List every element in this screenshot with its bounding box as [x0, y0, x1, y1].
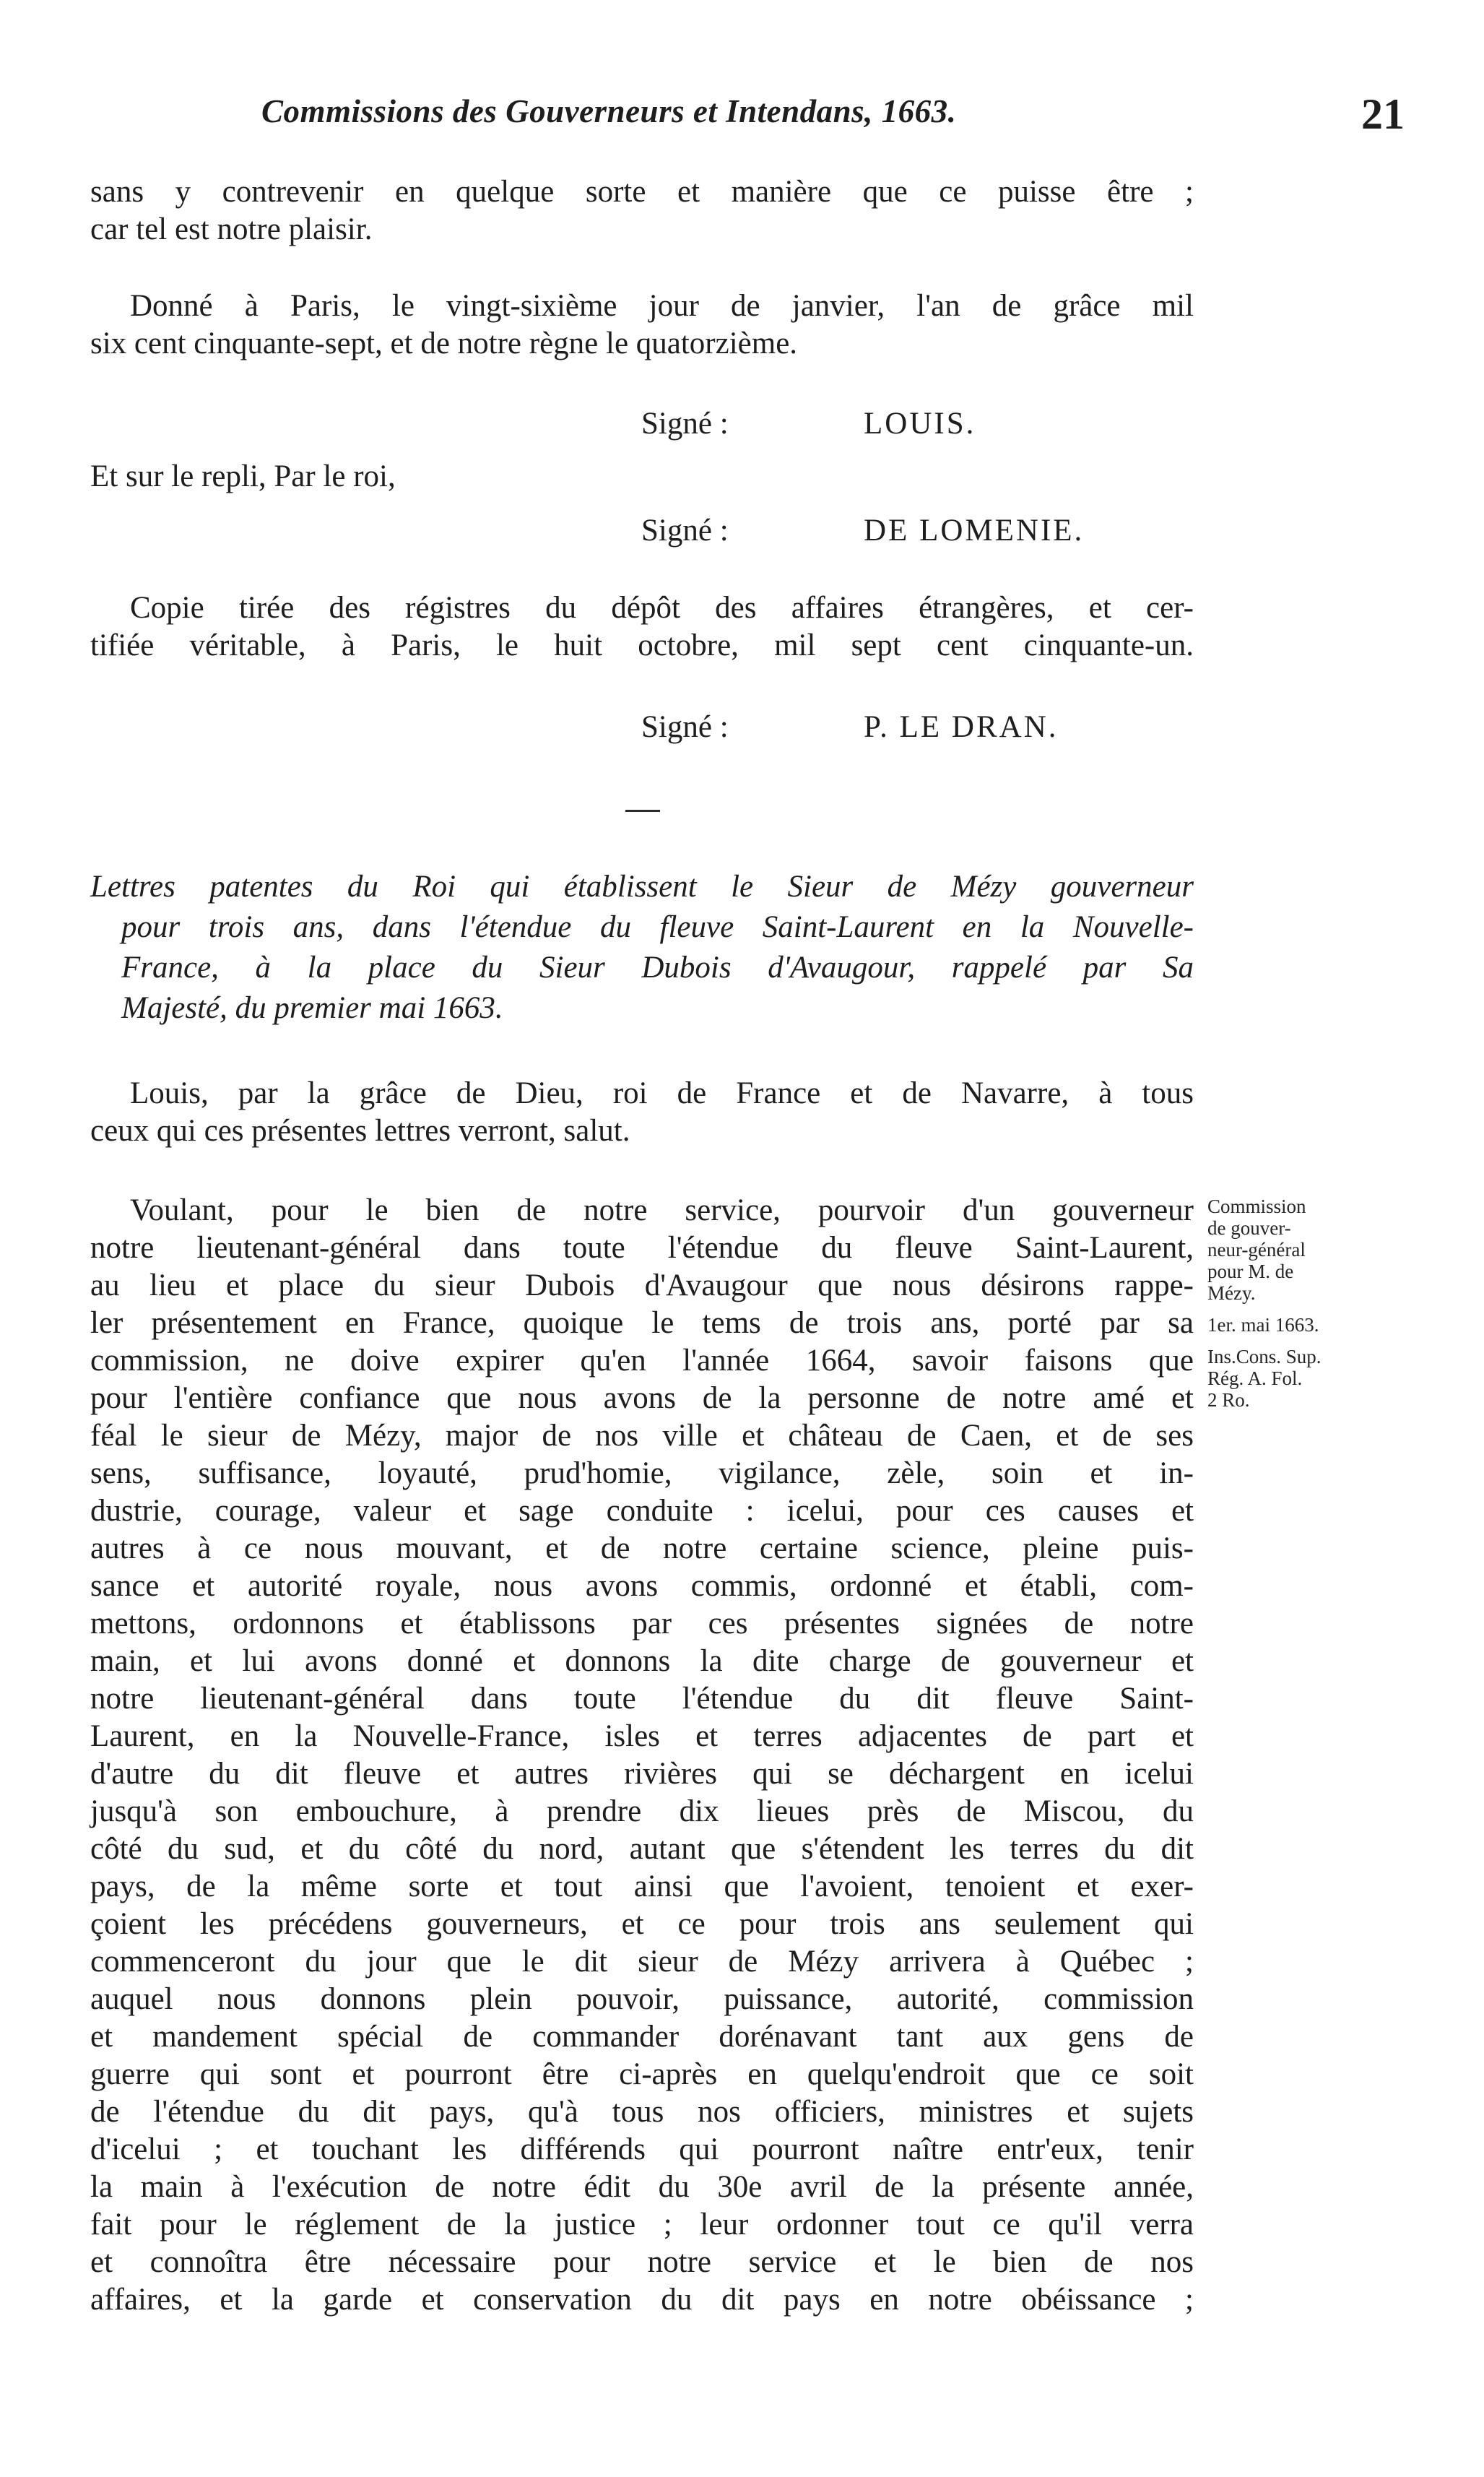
margin-note-line: Rég. A. Fol.	[1207, 1367, 1303, 1389]
margin-note-line: 2 Ro.	[1207, 1389, 1250, 1411]
margin-note-line: Commission	[1207, 1196, 1306, 1217]
body-line: guerre qui sont et pourront être ci-après en quelqu'endroit que ce soit	[90, 2057, 1194, 2091]
margin-note-line: Ins.Cons. Sup.	[1207, 1346, 1322, 1367]
body-line: la main à l'exécution de notre édit du 30e avril de la présente année,	[90, 2170, 1194, 2204]
signatory-secretary: DE LOMENIE.	[864, 514, 1085, 548]
body-line: sance et autorité royale, nous avons commis, ordonné et établi, com-	[90, 1569, 1194, 1603]
section-title-line: France, à la place du Sieur Dubois d'Avaugour, rappelé par Sa	[121, 951, 1194, 985]
body-line: commenceront du jour que le dit sieur de Mézy arrivera à Québec ;	[90, 1945, 1194, 1979]
body-line: de l'étendue du dit pays, qu'à tous nos officiers, ministres et sujets	[90, 2095, 1194, 2129]
body-line: d'autre du dit fleuve et autres rivières qui se déchargent en icelui	[90, 1757, 1194, 1791]
signed-label: Signé :	[641, 407, 729, 441]
body-line: çoient les précédens gouverneurs, et ce pour trois ans seulement qui	[90, 1907, 1194, 1941]
body-line: commission, ne doive expirer qu'en l'année 1664, savoir faisons que	[90, 1344, 1194, 1378]
signed-label: Signé :	[641, 514, 729, 548]
text-line: Donné à Paris, le vingt-sixième jour de janvier, l'an de grâce mil	[130, 289, 1194, 323]
body-line: jusqu'à son embouchure, à prendre dix lieues près de Miscou, du	[90, 1794, 1194, 1828]
body-line: notre lieutenant-général dans toute l'étendue du fleuve Saint-Laurent,	[90, 1231, 1194, 1265]
body-line: au lieu et place du sieur Dubois d'Avaugour que nous désirons rappe-	[90, 1268, 1194, 1302]
margin-note-line: de gouver-	[1207, 1217, 1291, 1239]
body-line: fait pour le réglement de la justice ; leur ordonner tout ce qu'il verra	[90, 2208, 1194, 2242]
salutation-line: Louis, par la grâce de Dieu, roi de France et de Navarre, à tous	[130, 1076, 1194, 1110]
section-title-line: Lettres patentes du Roi qui établissent le Sieur de Mézy gouverneur	[90, 870, 1194, 904]
body-line: et mandement spécial de commander dorénavant tant aux gens de	[90, 2020, 1194, 2054]
margin-note-line: Mézy.	[1207, 1282, 1256, 1304]
body-line: Laurent, en la Nouvelle-France, isles et terres adjacentes de part et	[90, 1719, 1194, 1753]
salutation-line: ceux qui ces présentes lettres verront, salut.	[90, 1114, 630, 1148]
text-line: sans y contrevenir en quelque sorte et manière que ce puisse être ;	[90, 175, 1194, 209]
section-divider	[625, 810, 660, 812]
copy-note-line: Copie tirée des régistres du dépôt des affaires étrangères, et cer-	[130, 591, 1194, 625]
body-line: ler présentement en France, quoique le tems de trois ans, porté par sa	[90, 1306, 1194, 1340]
margin-note-line: pour M. de	[1207, 1261, 1294, 1282]
body-line: d'icelui ; et touchant les différends qui pourront naître entr'eux, tenir	[90, 2132, 1194, 2166]
body-line: mettons, ordonnons et établissons par ces présentes signées de notre	[90, 1607, 1194, 1640]
copy-note-line: tifiée véritable, à Paris, le huit octobre, mil sept cent cinquante-un.	[90, 628, 1194, 662]
body-line: Voulant, pour le bien de notre service, pourvoir d'un gouverneur	[130, 1193, 1194, 1227]
signatory-certifier: P. LE DRAN.	[864, 710, 1059, 744]
text-line: six cent cinquante-sept, et de notre règne le quatorzième.	[90, 327, 798, 360]
section-title-line: Majesté, du premier mai 1663.	[121, 991, 503, 1025]
body-line: sens, suffisance, loyauté, prud'homie, vigilance, zèle, soin et in-	[90, 1456, 1194, 1490]
repli-line: Et sur le repli, Par le roi,	[90, 459, 396, 493]
page-number: 21	[1361, 90, 1405, 138]
body-line: auquel nous donnons plein pouvoir, puissance, autorité, commission	[90, 1982, 1194, 2016]
body-line: pays, de la même sorte et tout ainsi que l'avoient, tenoient et exer-	[90, 1869, 1194, 1903]
running-head: Commissions des Gouverneurs et Intendans, 1663.	[261, 93, 957, 129]
body-line: côté du sud, et du côté du nord, autant que s'étendent les terres du dit	[90, 1832, 1194, 1866]
body-line: autres à ce nous mouvant, et de notre certaine science, pleine puis-	[90, 1531, 1194, 1565]
margin-note-line: neur-général	[1207, 1239, 1306, 1261]
body-line: féal le sieur de Mézy, major de nos ville et château de Caen, et de ses	[90, 1419, 1194, 1453]
body-line: notre lieutenant-général dans toute l'étendue du dit fleuve Saint-	[90, 1682, 1194, 1716]
text-line: car tel est notre plaisir.	[90, 212, 373, 246]
body-line: pour l'entière confiance que nous avons de la personne de notre amé et	[90, 1381, 1194, 1415]
margin-note-line: 1er. mai 1663.	[1207, 1314, 1319, 1336]
body-line: dustrie, courage, valeur et sage conduite : icelui, pour ces causes et	[90, 1494, 1194, 1528]
signed-label: Signé :	[641, 710, 729, 744]
section-title-line: pour trois ans, dans l'étendue du fleuve Saint-Laurent en la Nouvelle-	[121, 910, 1194, 944]
body-line: affaires, et la garde et conservation du dit pays en notre obéissance ;	[90, 2283, 1194, 2317]
body-line: main, et lui avons donné et donnons la dite charge de gouverneur et	[90, 1644, 1194, 1678]
signatory-king: LOUIS.	[864, 407, 976, 441]
body-line: et connoîtra être nécessaire pour notre service et le bien de nos	[90, 2245, 1194, 2279]
